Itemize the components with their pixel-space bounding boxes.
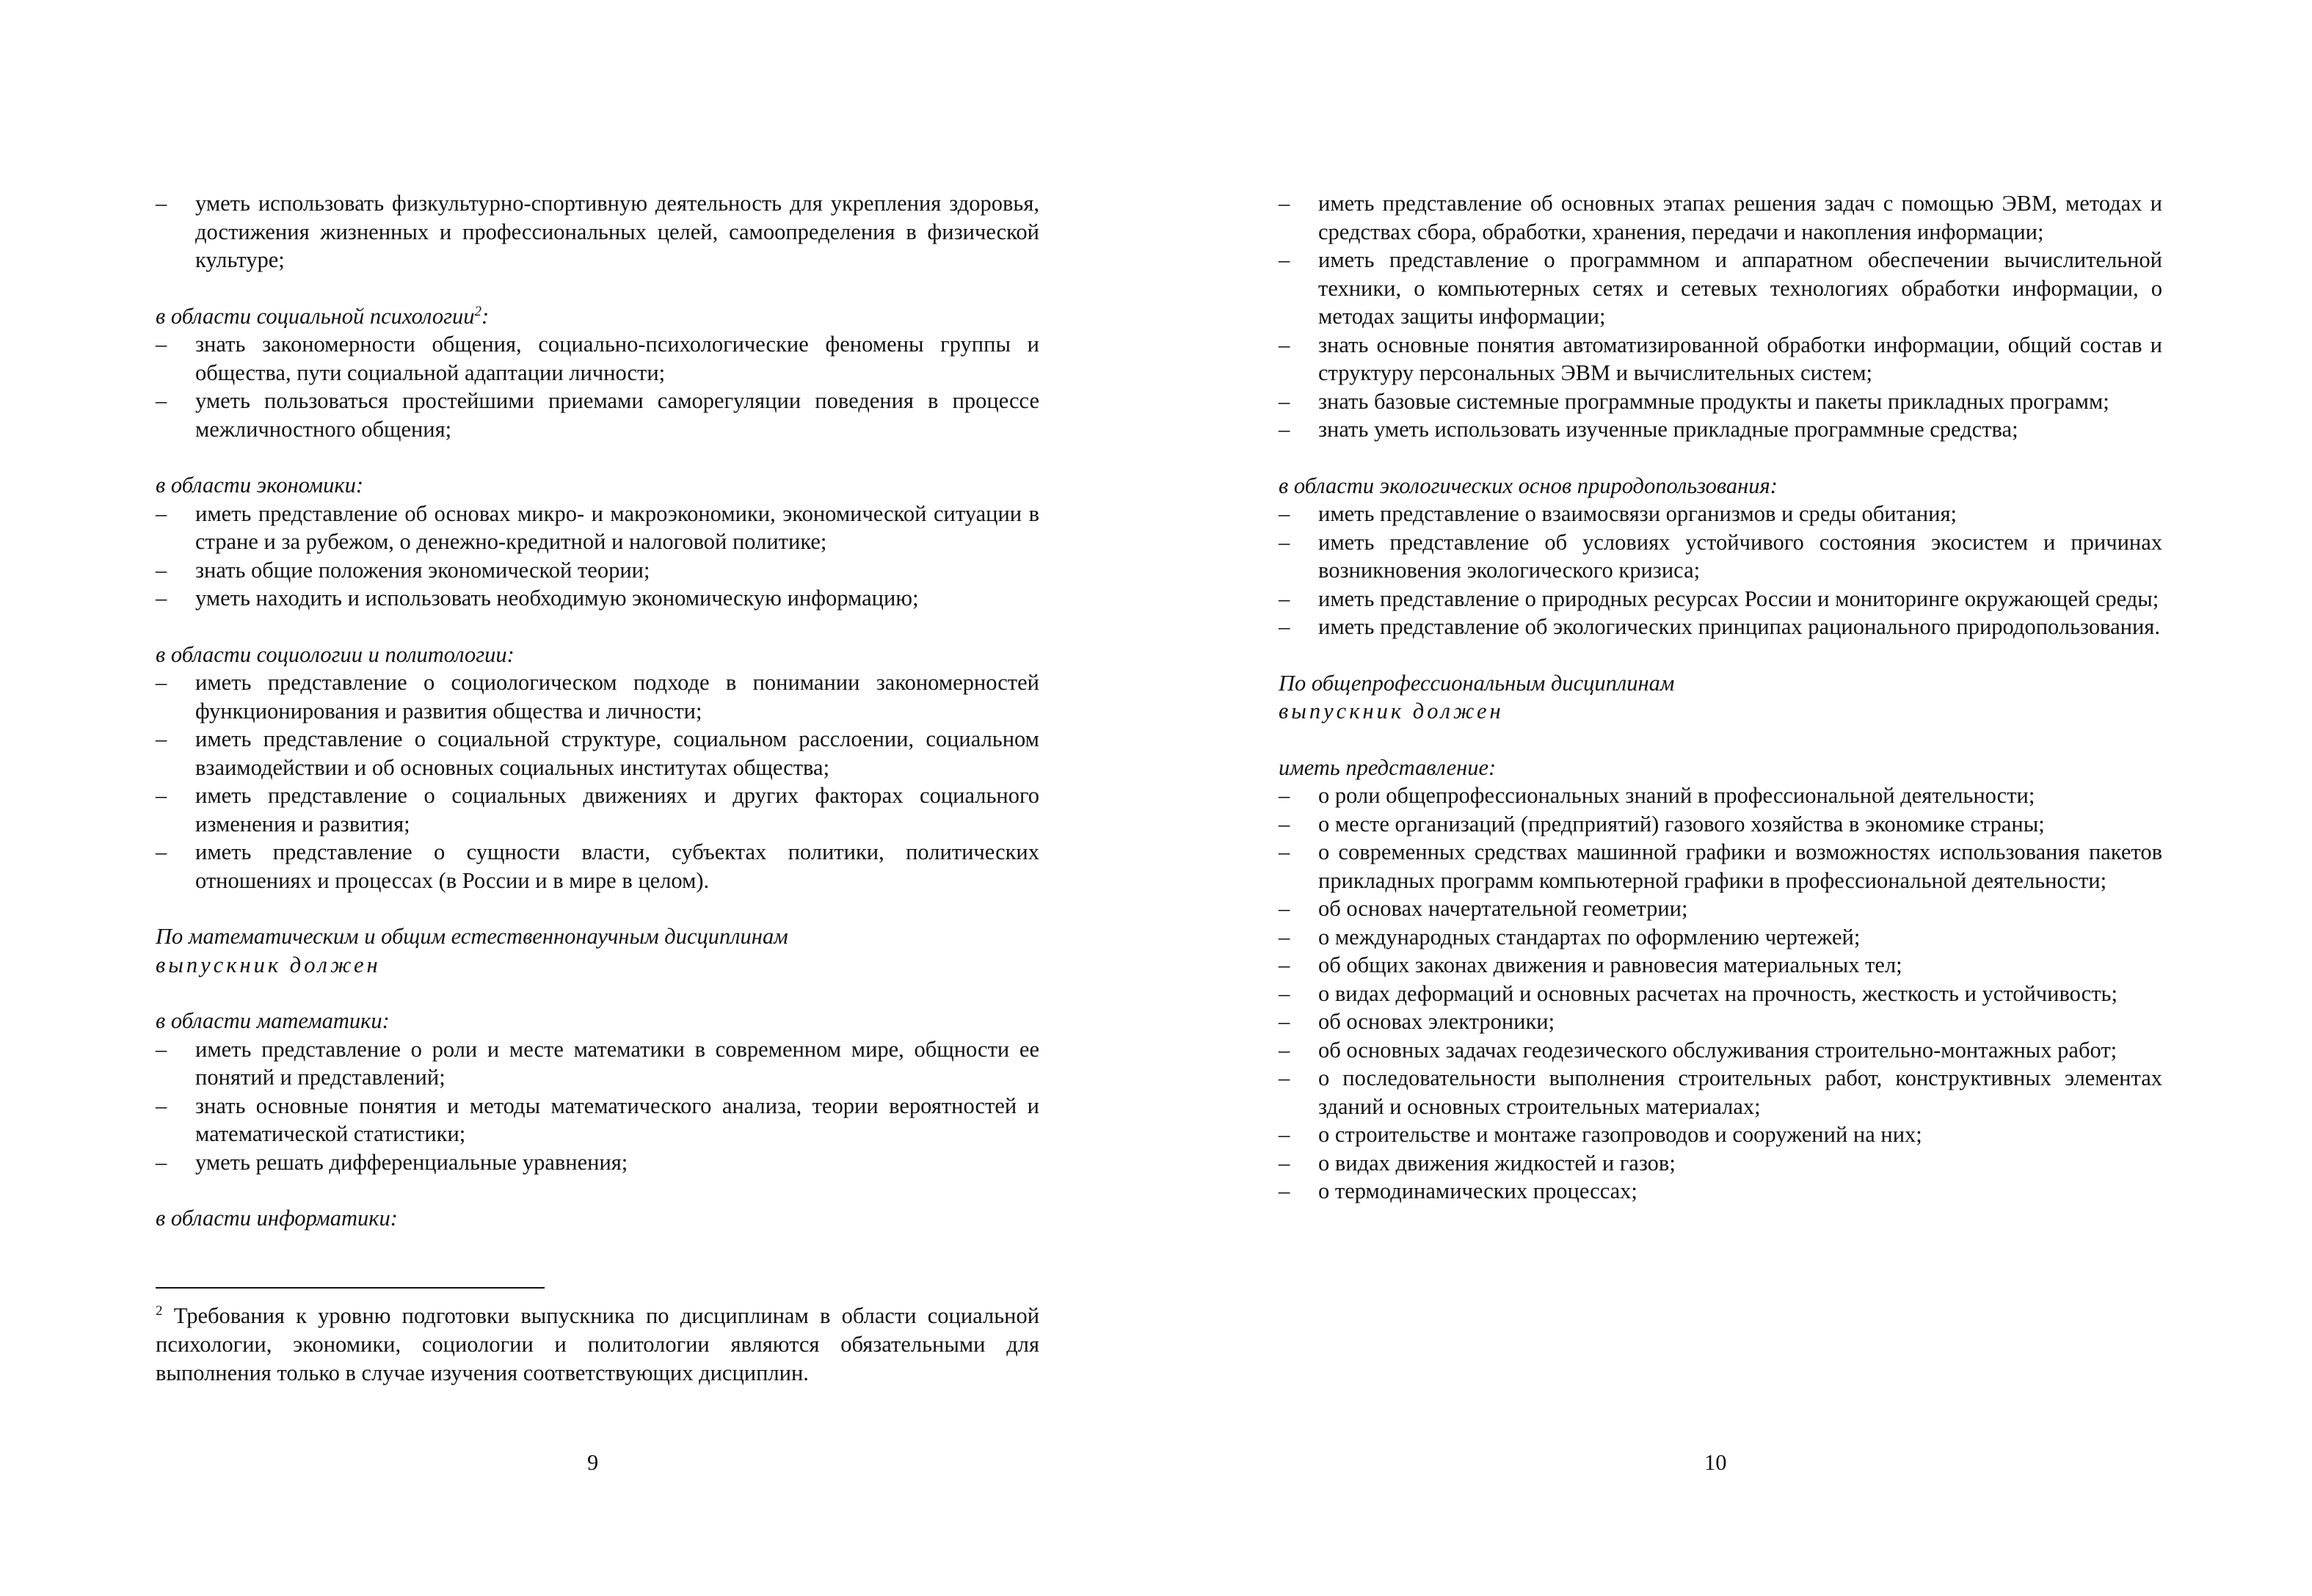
mathematics-list bbox=[156, 1035, 1039, 1177]
representation-list bbox=[1279, 781, 2162, 1206]
list-bullet: – bbox=[156, 388, 167, 413]
list-bullet: – bbox=[1279, 896, 1290, 921]
list-item-text: уметь решать дифференциальные уравнения; bbox=[195, 1149, 628, 1175]
footnote-text: Требования к уровню подготовки выпускника по дисциплинам в области социальной психологии, экономики, социологии и политологии являются обязательными для выполнения только в случае изучения соответствующих дисциплин. bbox=[156, 1303, 1040, 1385]
economics-list bbox=[156, 500, 1039, 613]
list-item bbox=[156, 387, 1039, 443]
list-item-text: иметь представление о социальных движениях и других факторах социального изменения и развития; bbox=[195, 783, 1039, 837]
informatics-heading: в области информатики: bbox=[156, 1206, 398, 1231]
prof-section-title: По общепрофессиональным дисциплинам bbox=[1279, 670, 1675, 696]
representation-heading: иметь представление: bbox=[1279, 754, 1497, 780]
list-bullet: – bbox=[1279, 980, 1290, 1006]
list-bullet: – bbox=[1279, 783, 1290, 808]
list-bullet: – bbox=[156, 1093, 167, 1118]
list-bullet: – bbox=[1279, 1037, 1290, 1063]
page-number-right: 10 bbox=[1704, 1450, 1727, 1475]
mathematics-heading: в области математики: bbox=[156, 1008, 390, 1033]
list-item-text: о международных стандартах по оформлению чертежей; bbox=[1318, 924, 1861, 950]
list-item-text: знать основные понятия и методы математического анализа, теории вероятностей и математической статистики; bbox=[195, 1093, 1039, 1146]
list-item bbox=[1279, 1007, 2162, 1036]
list-item bbox=[1279, 1149, 2162, 1178]
list-item bbox=[1279, 923, 2162, 952]
social-psychology-list bbox=[156, 330, 1039, 443]
list-item bbox=[1279, 980, 2162, 1008]
list-item-text: об основных задачах геодезического обслуживания строительно-монтажных работ; bbox=[1318, 1037, 2117, 1063]
list-item-text: о месте организаций (предприятий) газового хозяйства в экономике страны; bbox=[1318, 811, 2045, 837]
prof-section-subtitle: выпускник должен bbox=[1279, 699, 1504, 724]
economics-heading: в области экономики: bbox=[156, 473, 364, 498]
ecology-heading: в области экологических основ природопользования: bbox=[1279, 473, 1778, 498]
list-item-text: знать уметь использовать изученные прикладные программные средства; bbox=[1318, 417, 2018, 442]
list-item-text: о строительстве и монтаже газопроводов и сооружений на них; bbox=[1318, 1122, 1922, 1147]
sociology-list bbox=[156, 668, 1039, 894]
list-item-text: о современных средствах машинной графики и возможностях использования пакетов прикладных программ компьютерной графики в профессиональной деятельности; bbox=[1318, 839, 2162, 893]
list-bullet: – bbox=[1279, 1009, 1290, 1034]
list-bullet: – bbox=[156, 586, 167, 611]
list-item-text: уметь пользоваться простейшими приемами саморегуляции поведения в процессе межличностного общения; bbox=[195, 388, 1039, 442]
list-bullet: – bbox=[1279, 529, 1290, 555]
list-item-text: о последовательности выполнения строительных работ, конструктивных элементах зданий и основных строительных материалах; bbox=[1318, 1065, 2162, 1119]
list-bullet: – bbox=[156, 500, 167, 526]
list-item bbox=[1279, 415, 2162, 444]
list-bullet: – bbox=[156, 557, 167, 583]
list-bullet: – bbox=[1279, 614, 1290, 639]
list-item bbox=[156, 668, 1039, 725]
list-bullet: – bbox=[156, 726, 167, 751]
sociology-heading: в области социологии и политологии: bbox=[156, 641, 515, 667]
list-item-text: об общих законах движения и равновесия материальных тел; bbox=[1318, 952, 1902, 977]
list-item-text: иметь представление о роли и месте математики в современном мире, общности ее понятий и представлений; bbox=[195, 1036, 1039, 1090]
list-item bbox=[1279, 246, 2162, 331]
list-item-text: уметь использовать физкультурно-спортивную деятельность для укрепления здоровья, достижения жизненных и профессиональных целей, самоопределения в физической культуре; bbox=[195, 191, 1039, 272]
list-bullet: – bbox=[1279, 1150, 1290, 1176]
list-bullet: – bbox=[156, 191, 167, 216]
list-item bbox=[156, 584, 1039, 613]
list-bullet: – bbox=[1279, 952, 1290, 977]
list-bullet: – bbox=[1279, 1065, 1290, 1090]
list-bullet: – bbox=[1279, 1122, 1290, 1147]
list-item bbox=[1279, 894, 2162, 923]
list-bullet: – bbox=[156, 670, 167, 695]
list-item-text: об основах электроники; bbox=[1318, 1009, 1555, 1034]
list-bullet: – bbox=[1279, 388, 1290, 414]
list-item-text: о роли общепрофессиональных знаний в профессиональной деятельности; bbox=[1318, 783, 2035, 808]
math-section-title: По математическим и общим естественнонаучным дисциплинам bbox=[156, 924, 788, 949]
list-bullet: – bbox=[1279, 501, 1290, 526]
list-item-text: иметь представление о взаимосвязи организмов и среды обитания; bbox=[1318, 501, 1957, 526]
list-item bbox=[156, 189, 1039, 274]
list-item bbox=[1279, 585, 2162, 613]
list-item bbox=[1279, 189, 2162, 246]
footnote-mark: 2 bbox=[156, 1302, 163, 1319]
list-bullet: – bbox=[156, 332, 167, 357]
page-number-left: 9 bbox=[587, 1450, 599, 1475]
informatics-list bbox=[1279, 189, 2162, 444]
list-item bbox=[1279, 810, 2162, 839]
list-item-text: знать общие положения экономической теории; bbox=[195, 557, 650, 583]
list-item-text: иметь представление об экологических принципах рационального природопользования. bbox=[1318, 614, 2160, 639]
list-item-text: иметь представление о социальной структуре, социальном расслоении, социальном взаимодействии и об основных социальных институтах общества; bbox=[195, 726, 1039, 780]
list-item bbox=[1279, 1177, 2162, 1206]
list-item bbox=[1279, 951, 2162, 980]
list-item bbox=[156, 838, 1039, 894]
left-page bbox=[156, 189, 1039, 1233]
list-item bbox=[1279, 387, 2162, 416]
list-bullet: – bbox=[1279, 924, 1290, 950]
list-item bbox=[156, 556, 1039, 585]
list-bullet: – bbox=[1279, 811, 1290, 837]
right-page bbox=[1279, 189, 2162, 1206]
footnote bbox=[156, 1302, 1039, 1388]
list-item-text: о видах деформаций и основных расчетах на прочность, жесткость и устойчивость; bbox=[1318, 980, 2117, 1006]
list-item bbox=[156, 781, 1039, 838]
list-bullet: – bbox=[1279, 1178, 1290, 1203]
list-bullet: – bbox=[1279, 332, 1290, 357]
list-item bbox=[1279, 613, 2162, 641]
list-item-text: иметь представление об условиях устойчивого состояния экосистем и причинах возникновения экологического кризиса; bbox=[1318, 529, 2162, 583]
list-item bbox=[156, 725, 1039, 781]
list-bullet: – bbox=[156, 839, 167, 864]
list-bullet: – bbox=[1279, 191, 1290, 216]
list-item bbox=[1279, 528, 2162, 585]
list-item bbox=[156, 1148, 1039, 1177]
list-item-text: знать базовые системные программные продукты и пакеты прикладных программ; bbox=[1318, 388, 2109, 414]
list-item-text: иметь представление о программном и аппаратном обеспечении вычислительной техники, о компьютерных сетях и сетевых технологиях обработки информации, о методах защиты информации; bbox=[1318, 247, 2162, 329]
social-psychology-heading: в области социальной психологии$^2$: bbox=[156, 303, 490, 329]
list-item bbox=[156, 1035, 1039, 1092]
list-item-text: о видах движения жидкостей и газов; bbox=[1318, 1150, 1676, 1176]
list-item-text: иметь представление о природных ресурсах России и мониторинге окружающей среды; bbox=[1318, 586, 2159, 611]
list-item-text: знать основные понятия автоматизированной обработки информации, общий состав и структуру персональных ЭВМ и вычислительных систем; bbox=[1318, 332, 2162, 385]
list-item bbox=[1279, 781, 2162, 810]
list-item bbox=[1279, 1036, 2162, 1065]
list-item bbox=[156, 500, 1039, 556]
list-item-text: знать закономерности общения, социально-психологические феномены группы и общества, пути социальной адаптации личности; bbox=[195, 332, 1039, 385]
list-bullet: – bbox=[156, 783, 167, 808]
ecology-list bbox=[1279, 500, 2162, 641]
list-item-text: иметь представление об основных этапах решения задач с помощью ЭВМ, методах и средствах сбора, обработки, хранения, передачи и накопления информации; bbox=[1318, 191, 2162, 244]
list-item-text: уметь находить и использовать необходимую экономическую информацию; bbox=[195, 586, 919, 611]
list-item-text: иметь представление об основах микро- и макроэкономики, экономической ситуации в стране и за рубежом, о денежно-кредитной и налоговой политике; bbox=[195, 500, 1039, 554]
list-item bbox=[1279, 500, 2162, 528]
list-item-text: об основах начертательной геометрии; bbox=[1318, 896, 1688, 921]
list-item bbox=[1279, 1064, 2162, 1121]
list-item bbox=[1279, 1121, 2162, 1149]
intro-list bbox=[156, 189, 1039, 274]
list-bullet: – bbox=[1279, 247, 1290, 272]
list-bullet: – bbox=[1279, 417, 1290, 442]
math-section-subtitle: выпускник должен bbox=[156, 952, 381, 977]
list-item-text: иметь представление о сущности власти, субъектах политики, политических отношениях и процессах (в России и в мире в целом). bbox=[195, 839, 1039, 893]
list-bullet: – bbox=[1279, 586, 1290, 611]
list-item-text: иметь представление о социологическом подходе в понимании закономерностей функционирования и развития общества и личности; bbox=[195, 670, 1039, 724]
list-item bbox=[1279, 331, 2162, 387]
list-bullet: – bbox=[1279, 839, 1290, 864]
footnote-rule bbox=[156, 1287, 545, 1289]
list-item bbox=[1279, 838, 2162, 894]
list-bullet: – bbox=[156, 1036, 167, 1062]
list-item bbox=[156, 330, 1039, 387]
list-item bbox=[156, 1092, 1039, 1148]
list-bullet: – bbox=[156, 1149, 167, 1175]
list-item-text: о термодинамических процессах; bbox=[1318, 1178, 1637, 1203]
